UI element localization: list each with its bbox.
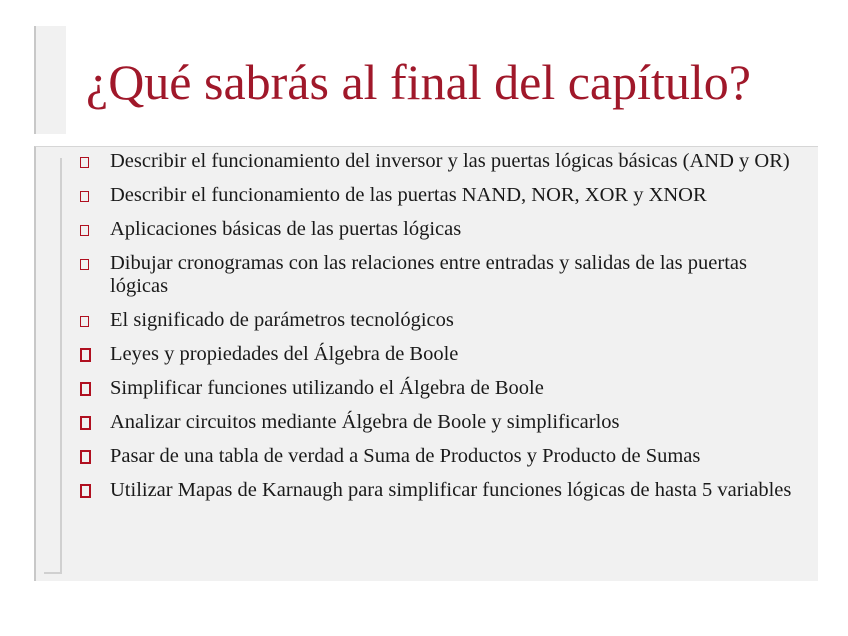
list-item <box>76 343 806 366</box>
list-item <box>76 150 806 173</box>
list-item-text: Analizar circuitos mediante Álgebra de Boole y simplificarlos <box>110 411 620 433</box>
list-item-text: Describir el funcionamiento de las puertas NAND, NOR, XOR y XNOR <box>110 184 707 206</box>
square-bullet-icon <box>80 316 89 327</box>
list-item-text: Leyes y propiedades del Álgebra de Boole <box>110 343 459 365</box>
title-decoration-bar <box>34 26 66 134</box>
square-bullet-icon <box>80 157 89 168</box>
list-item <box>76 309 806 332</box>
square-bullet-icon <box>80 416 91 430</box>
list-item-text: Pasar de una tabla de verdad a Suma de Productos y Producto de Sumas <box>110 445 701 467</box>
list-item <box>76 411 806 434</box>
square-bullet-icon <box>80 259 89 270</box>
objectives-list <box>76 150 806 513</box>
slide-title: ¿Qué sabrás al final del capítulo? <box>86 54 751 110</box>
list-item-text: Simplificar funciones utilizando el Álgebra de Boole <box>110 377 544 399</box>
list-item <box>76 479 806 502</box>
square-bullet-icon <box>80 484 91 498</box>
square-bullet-icon <box>80 225 89 236</box>
square-bullet-icon <box>80 191 89 202</box>
list-item-text: Dibujar cronogramas con las relaciones entre entradas y salidas de las puertas lógicas <box>110 252 747 297</box>
list-item <box>76 252 806 298</box>
list-item-text: Describir el funcionamiento del inversor y las puertas lógicas básicas (AND y OR) <box>110 150 790 172</box>
square-bullet-icon <box>80 382 91 396</box>
list-item <box>76 218 806 241</box>
square-bullet-icon <box>80 450 91 464</box>
list-item-text: Utilizar Mapas de Karnaugh para simplificar funciones lógicas de hasta 5 variables <box>110 479 792 501</box>
list-item <box>76 445 806 468</box>
list-item <box>76 184 806 207</box>
list-item-text: Aplicaciones básicas de las puertas lógicas <box>110 218 462 240</box>
square-bullet-icon <box>80 348 91 362</box>
list-item <box>76 377 806 400</box>
content-decoration-rule <box>44 158 62 574</box>
list-item-text: El significado de parámetros tecnológicos <box>110 309 454 331</box>
